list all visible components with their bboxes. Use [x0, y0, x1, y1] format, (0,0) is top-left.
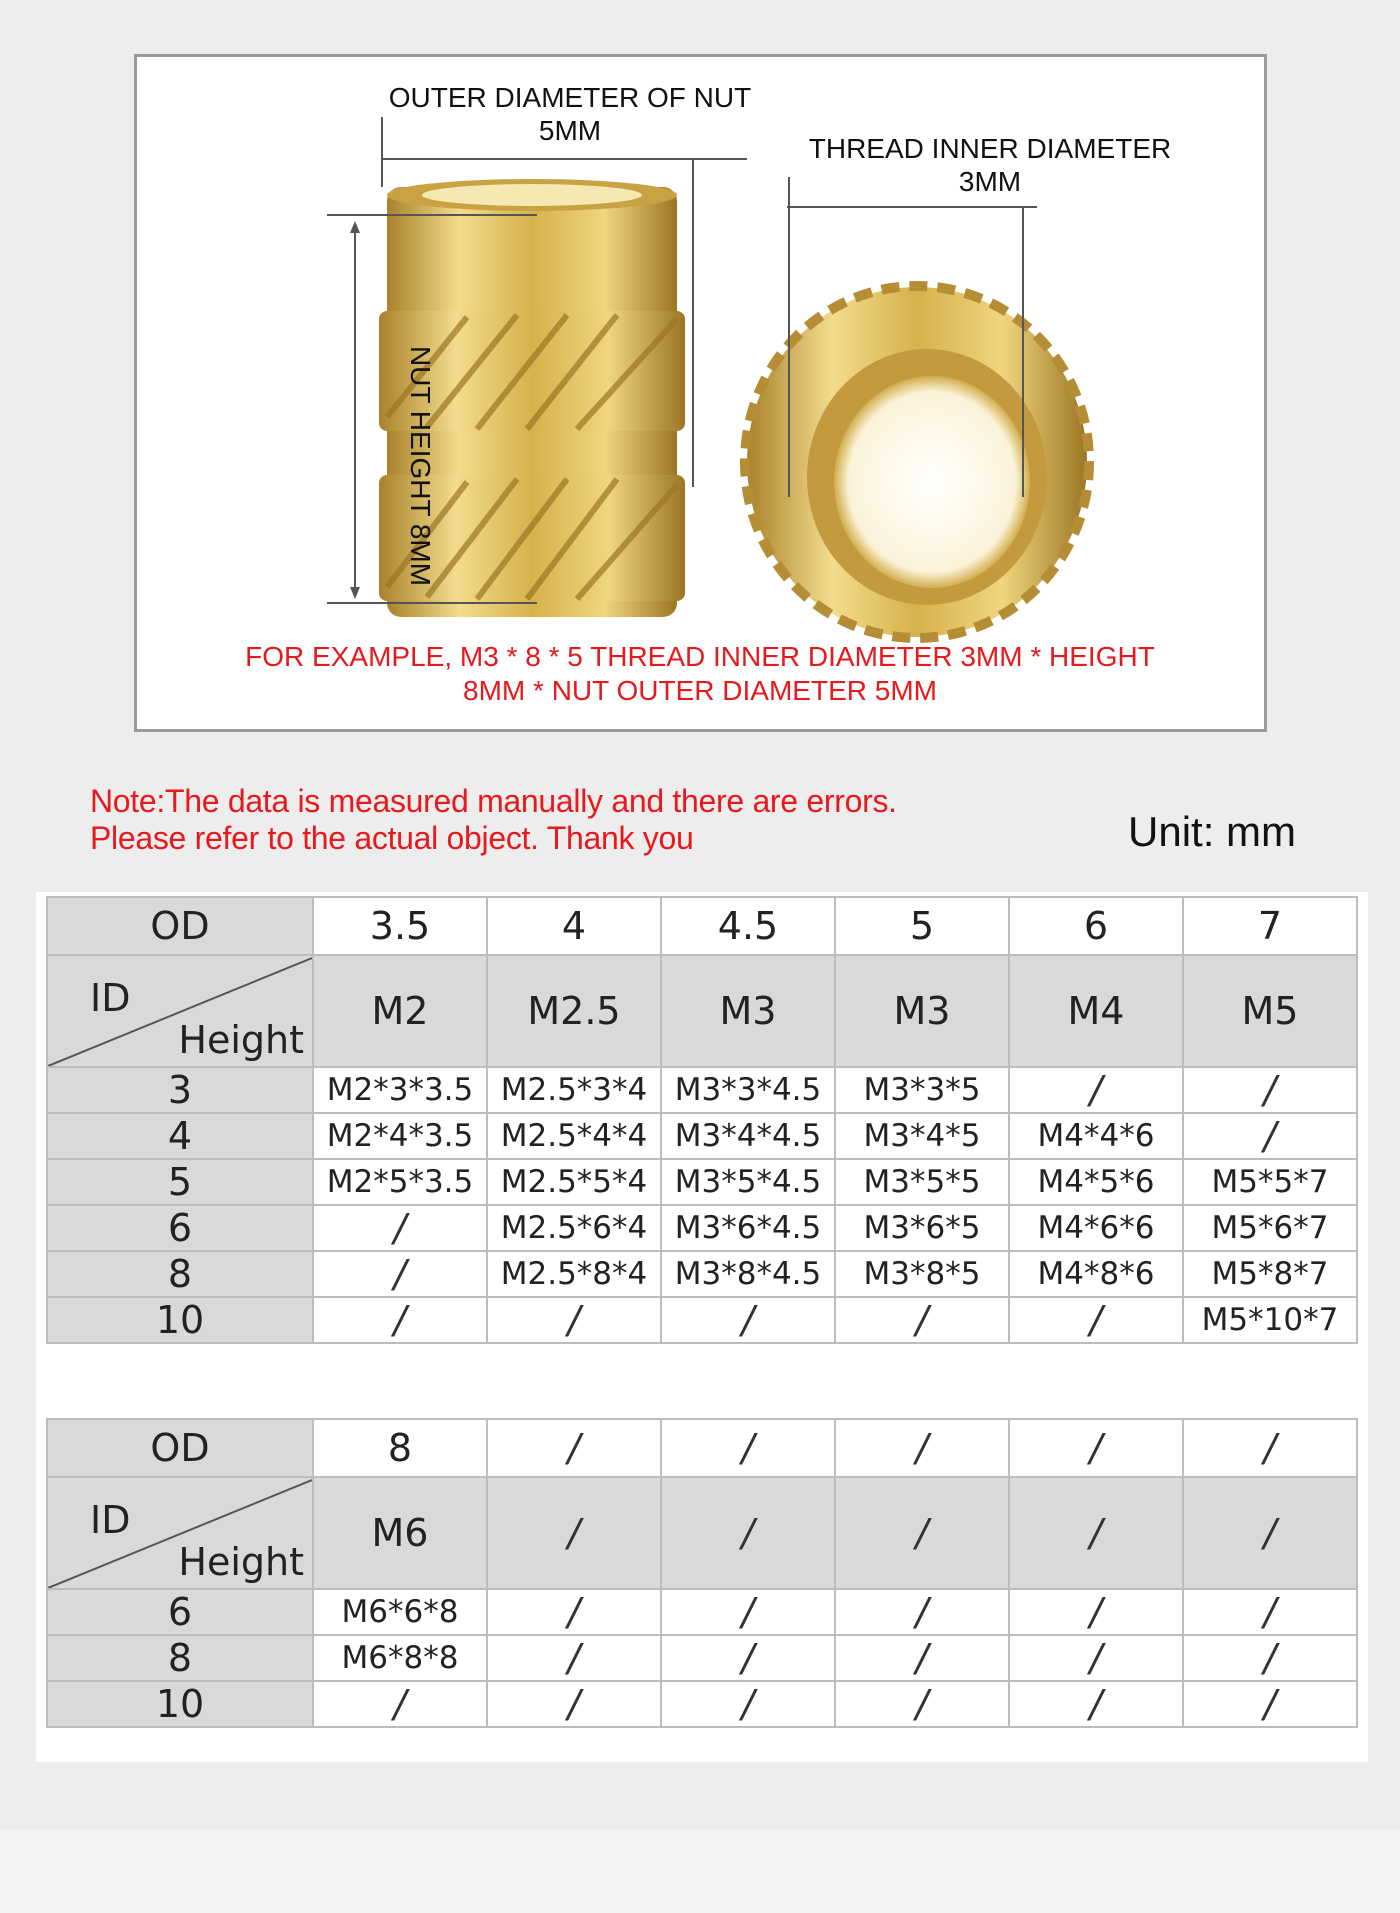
od-header: OD — [47, 897, 313, 955]
table-row — [47, 1297, 1357, 1343]
thread-inner-label: THREAD INNER DIAMETER — [808, 133, 1172, 164]
spec-cell: M3*8*5 — [835, 1251, 1009, 1297]
od-header: OD — [47, 1419, 313, 1477]
spec-cell: M2.5*4*4 — [487, 1113, 661, 1159]
od-value: 4 — [487, 897, 661, 955]
spec-cell: / — [487, 1681, 661, 1727]
spec-cell: M2*3*3.5 — [313, 1067, 487, 1113]
spec-cell: M3*4*5 — [835, 1113, 1009, 1159]
note-line-2: Please refer to the actual object. Thank you — [90, 820, 694, 856]
spec-cell: / — [487, 1635, 661, 1681]
spec-cell: M2*4*3.5 — [313, 1113, 487, 1159]
spec-table-1 — [46, 896, 1358, 1344]
id-value: M2.5 — [487, 955, 661, 1067]
spec-cell: M6*8*8 — [313, 1635, 487, 1681]
example-line-2: 8MM * NUT OUTER DIAMETER 5MM — [463, 675, 937, 706]
id-value: / — [1183, 1477, 1357, 1589]
spec-cell: / — [1183, 1635, 1357, 1681]
thread-inner-value: 3MM — [958, 166, 1022, 197]
spec-cell: M4*8*6 — [1009, 1251, 1183, 1297]
spec-cell: M5*10*7 — [1183, 1297, 1357, 1343]
table-row — [47, 1635, 1357, 1681]
id-value: M2 — [313, 955, 487, 1067]
id-value: / — [1009, 1477, 1183, 1589]
spec-tables — [36, 892, 1368, 1762]
table-row — [47, 1681, 1357, 1727]
spec-cell: M4*4*6 — [1009, 1113, 1183, 1159]
spec-cell: / — [661, 1681, 835, 1727]
spec-cell: / — [313, 1297, 487, 1343]
od-value: 7 — [1183, 897, 1357, 955]
spec-cell: M3*6*4.5 — [661, 1205, 835, 1251]
table-row — [47, 1205, 1357, 1251]
spec-cell: M3*4*4.5 — [661, 1113, 835, 1159]
spec-cell: / — [313, 1251, 487, 1297]
od-value: 8 — [313, 1419, 487, 1477]
measurement-note — [90, 783, 897, 857]
spec-cell: / — [1183, 1113, 1357, 1159]
spec-table-2 — [46, 1418, 1358, 1728]
od-value: / — [661, 1419, 835, 1477]
unit-label: Unit: mm — [1128, 808, 1296, 855]
spec-cell: M2.5*3*4 — [487, 1067, 661, 1113]
id-row — [47, 955, 1357, 1067]
id-header-label: ID — [90, 1498, 131, 1542]
spec-cell: / — [1009, 1589, 1183, 1635]
spec-cell: M4*6*6 — [1009, 1205, 1183, 1251]
spec-cell: / — [313, 1205, 487, 1251]
spec-cell: M3*3*4.5 — [661, 1067, 835, 1113]
table-row — [47, 1159, 1357, 1205]
nut-height-label: NUT HEIGHT 8MM — [405, 345, 436, 587]
spec-cell: / — [1183, 1067, 1357, 1113]
spec-cell: / — [487, 1297, 661, 1343]
outer-diameter-label: OUTER DIAMETER OF NUT — [388, 82, 752, 113]
id-value: M3 — [835, 955, 1009, 1067]
table-row — [47, 1113, 1357, 1159]
spec-cell: M2.5*8*4 — [487, 1251, 661, 1297]
spec-cell: / — [661, 1635, 835, 1681]
id-header-label: ID — [90, 976, 131, 1020]
height-value: 3 — [47, 1067, 313, 1113]
spec-cell: / — [1009, 1067, 1183, 1113]
table-row — [47, 1251, 1357, 1297]
spec-cell: / — [835, 1681, 1009, 1727]
spec-cell: / — [835, 1635, 1009, 1681]
spec-cell: M2.5*6*4 — [487, 1205, 661, 1251]
table-row — [47, 1067, 1357, 1113]
od-value: / — [835, 1419, 1009, 1477]
id-height-header — [47, 1477, 313, 1589]
spec-cell: / — [661, 1589, 835, 1635]
height-value: 4 — [47, 1113, 313, 1159]
height-value: 6 — [47, 1589, 313, 1635]
od-value: / — [1009, 1419, 1183, 1477]
note-line-1: Note:The data is measured manually and there are errors. — [90, 783, 897, 819]
id-height-header — [47, 955, 313, 1067]
id-value: / — [835, 1477, 1009, 1589]
spec-cell: / — [487, 1589, 661, 1635]
spec-cell: M3*8*4.5 — [661, 1251, 835, 1297]
footer-strip — [0, 1830, 1400, 1913]
height-value: 8 — [47, 1251, 313, 1297]
spec-cell: M6*6*8 — [313, 1589, 487, 1635]
id-value: M3 — [661, 955, 835, 1067]
outer-diameter-value: 5MM — [538, 115, 602, 146]
spec-cell: / — [835, 1589, 1009, 1635]
spec-cell: M3*3*5 — [835, 1067, 1009, 1113]
id-value: / — [661, 1477, 835, 1589]
od-row — [47, 897, 1357, 955]
height-value: 10 — [47, 1297, 313, 1343]
od-value: 6 — [1009, 897, 1183, 955]
id-value: M6 — [313, 1477, 487, 1589]
spec-cell: M3*6*5 — [835, 1205, 1009, 1251]
table-row — [47, 1589, 1357, 1635]
height-value: 5 — [47, 1159, 313, 1205]
spec-cell: M5*8*7 — [1183, 1251, 1357, 1297]
spec-cell: M3*5*5 — [835, 1159, 1009, 1205]
spec-cell: / — [1009, 1297, 1183, 1343]
od-row — [47, 1419, 1357, 1477]
spec-cell: / — [661, 1297, 835, 1343]
nut-end-view — [745, 286, 1089, 638]
od-value: 4.5 — [661, 897, 835, 955]
spec-cell: / — [1183, 1681, 1357, 1727]
spec-cell: / — [1009, 1635, 1183, 1681]
od-value: 3.5 — [313, 897, 487, 955]
spec-cell: M2*5*3.5 — [313, 1159, 487, 1205]
id-value: M4 — [1009, 955, 1183, 1067]
height-header-label: Height — [178, 1018, 304, 1062]
od-value: / — [1183, 1419, 1357, 1477]
height-value: 10 — [47, 1681, 313, 1727]
height-value: 6 — [47, 1205, 313, 1251]
spec-cell: / — [1009, 1681, 1183, 1727]
id-value: M5 — [1183, 955, 1357, 1067]
spec-cell: / — [835, 1297, 1009, 1343]
id-value: / — [487, 1477, 661, 1589]
example-line-1: FOR EXAMPLE, M3 * 8 * 5 THREAD INNER DIAMETER 3MM * HEIGHT — [245, 641, 1155, 672]
spec-cell: / — [1183, 1589, 1357, 1635]
height-value: 8 — [47, 1635, 313, 1681]
spec-cell: M4*5*6 — [1009, 1159, 1183, 1205]
spec-cell: M5*5*7 — [1183, 1159, 1357, 1205]
example-text — [150, 640, 1250, 708]
od-value: 5 — [835, 897, 1009, 955]
height-header-label: Height — [178, 1540, 304, 1584]
od-value: / — [487, 1419, 661, 1477]
spec-cell: / — [313, 1681, 487, 1727]
spec-cell: M2.5*5*4 — [487, 1159, 661, 1205]
id-row — [47, 1477, 1357, 1589]
spec-cell: M5*6*7 — [1183, 1205, 1357, 1251]
spec-cell: M3*5*4.5 — [661, 1159, 835, 1205]
